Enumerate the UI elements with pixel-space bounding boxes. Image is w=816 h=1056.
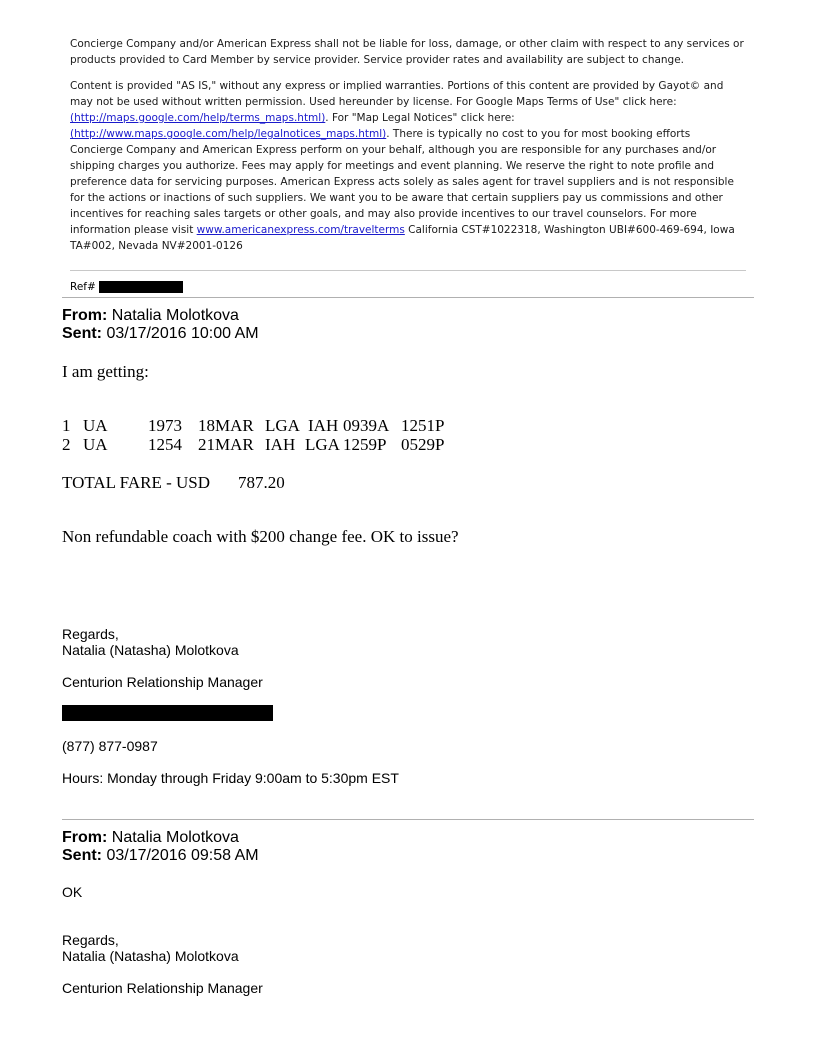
message-1-question: Non refundable coach with $200 change fee. OK to issue? [62, 527, 459, 546]
message-divider [62, 819, 754, 820]
from-value: Natalia Molotkova [107, 829, 239, 846]
regards: Regards, [62, 626, 119, 642]
message-1-from [62, 307, 239, 325]
business-hours: Hours: Monday through Friday 9:00am to 5:30pm EST [62, 770, 399, 786]
signer-title: Centurion Relationship Manager [62, 674, 263, 690]
legal-disclaimer [70, 36, 746, 264]
google-maps-terms-link[interactable]: (http://maps.google.com/help/terms_maps.html) [70, 112, 326, 124]
regards: Regards, [62, 932, 119, 948]
total-fare-label: TOTAL FARE - USD [62, 473, 211, 492]
sent-value: 03/17/2016 10:00 AM [102, 325, 259, 342]
message-2-sent [62, 847, 259, 865]
carrier: UA [83, 416, 108, 435]
sent-label: Sent: [62, 847, 102, 864]
total-fare-value: 787.20 [238, 473, 285, 492]
disclaimer-text: . There is typically no cost to you for most booking efforts Concierge Company and American Express perform on your behalf, although you are responsible for any purchases and/or shipping charges you authorize. Fees may apply for meetings and event planning. We reserve the right to note profile and preference data for servicing purposes. American Express acts solely as sales agent for travel suppliers and is not responsible for the actions or inactions of such suppliers. We want you to be aware that certain suppliers pay us commissions and other incentives for reaching sales targets or other goals, and may also provide incentives to our travel counselors. For more information please visit [70, 128, 734, 236]
segment-number: 1 [62, 416, 71, 435]
segment-number: 2 [62, 435, 71, 454]
disclaimer-paragraph-2 [70, 78, 746, 254]
ref-label: Ref# [70, 281, 96, 293]
arrival-time: 0529P [401, 435, 445, 454]
message-2-from [62, 829, 239, 847]
from-label: From: [62, 829, 108, 846]
message-1-intro: I am getting: [62, 362, 149, 381]
signer-name: Natalia (Natasha) Molotkova [62, 642, 239, 658]
disclaimer-paragraph-1: Concierge Company and/or American Express shall not be liable for loss, damage, or other claim with respect to any services or products provided to Card Member by service provider. Service provider rates and availability are subject to change. [70, 38, 744, 66]
origin: LGA [265, 416, 300, 435]
travel-terms-link[interactable]: www.americanexpress.com/travelterms [196, 224, 405, 236]
destination: LGA [305, 435, 340, 454]
destination: IAH [308, 416, 339, 435]
origin: IAH [265, 435, 296, 454]
carrier: UA [83, 435, 108, 454]
signer-title: Centurion Relationship Manager [62, 980, 263, 996]
message-2-body: OK [62, 884, 83, 900]
date: 21MAR [198, 435, 254, 454]
total-fare [62, 473, 285, 533]
message-divider [62, 297, 754, 298]
sent-label: Sent: [62, 325, 102, 342]
date: 18MAR [198, 416, 254, 435]
flight-number: 1254 [148, 435, 182, 454]
departure-time: 0939A [343, 416, 390, 435]
from-label: From: [62, 307, 108, 324]
redacted-block [99, 281, 183, 293]
map-legal-notices-link[interactable]: (http://www.maps.google.com/help/legalnotices_maps.html) [70, 128, 387, 140]
reference-number [70, 281, 183, 293]
disclaimer-text: Content is provided "AS IS," without any express or implied warranties. Portions of this content are provided by Gayot© and may not be used without written permission. Used hereunder by license. For Google Maps Terms of Use" click here: [70, 80, 724, 108]
phone-number: (877) 877-0987 [62, 738, 158, 754]
disclaimer-text: . For "Map Legal Notices" click here: [325, 112, 515, 124]
from-value: Natalia Molotkova [107, 307, 239, 324]
signer-name: Natalia (Natasha) Molotkova [62, 948, 239, 964]
message-1-sent [62, 325, 259, 343]
arrival-time: 1251P [401, 416, 445, 435]
flight-number: 1973 [148, 416, 182, 435]
divider [70, 270, 746, 271]
disclaimer-text: California CST#1022318, Washington UBI#600-469-694, Iowa TA#002, Nevada NV#2001-0126 [70, 224, 735, 252]
redacted-block [62, 705, 273, 721]
sent-value: 03/17/2016 09:58 AM [102, 847, 259, 864]
departure-time: 1259P [343, 435, 387, 454]
